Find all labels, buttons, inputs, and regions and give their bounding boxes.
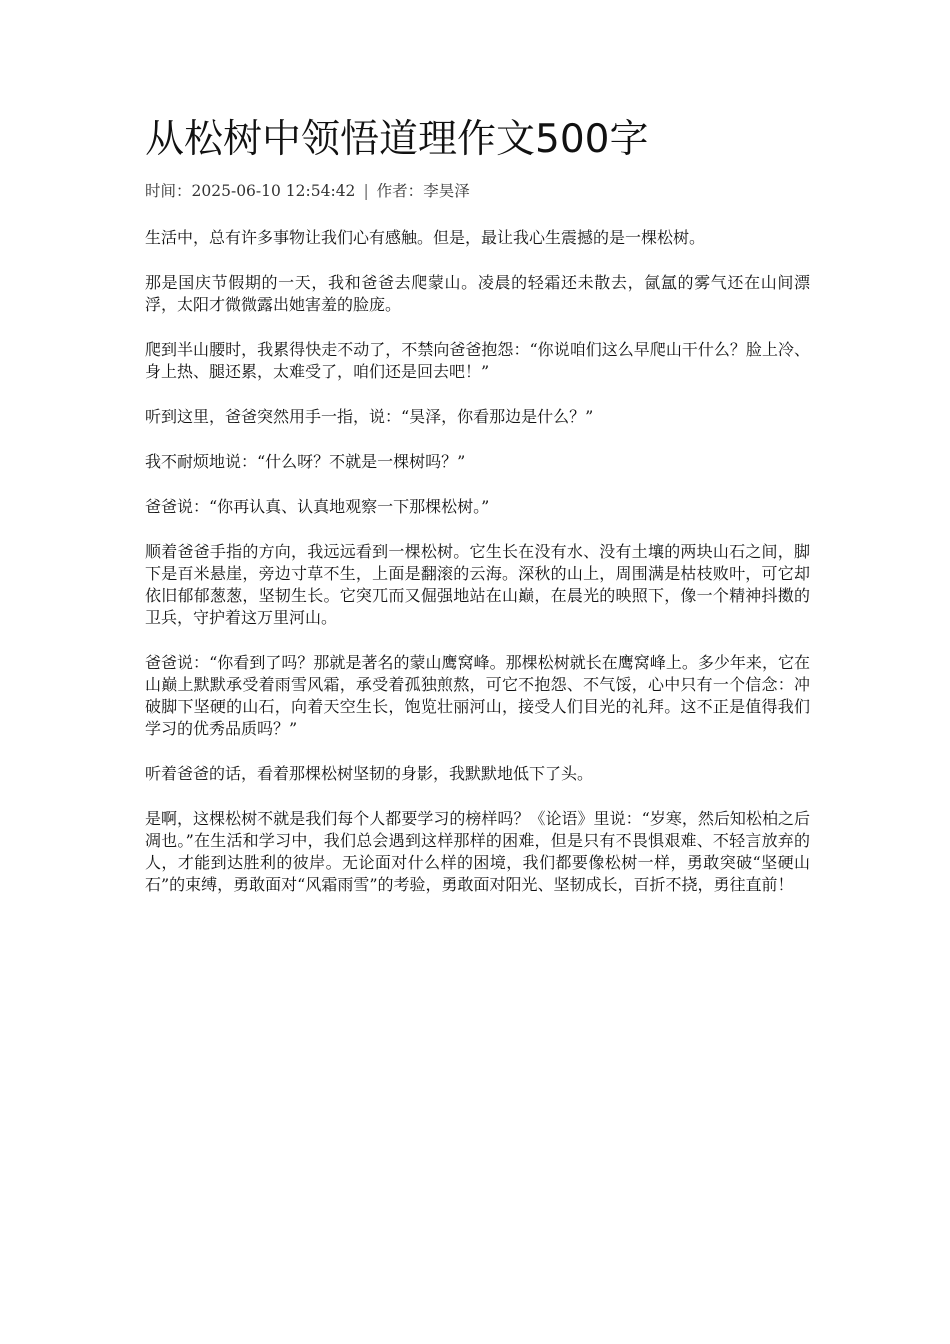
paragraph: 顺着爸爸手指的方向，我远远看到一棵松树。它生长在没有水、没有土壤的两块山石之间，脚下是百米悬崖，旁边寸草不生，上面是翻滚的云海。深秋的山上，周围满是枯枝败叶，可它却依旧郁郁葱葱，坚韧生长。它突兀而又倔强地站在山巅，在晨光的映照下，像一个精神抖擞的卫兵，守护着这万里河山。	[145, 542, 810, 627]
paragraph: 爸爸说：“你再认真、认真地观察一下那棵松树。”	[145, 497, 490, 516]
article-meta	[145, 180, 810, 202]
paragraph: 生活中，总有许多事物让我们心有感触。但是，最让我心生震撼的是一棵松树。	[145, 228, 706, 247]
time-label: 时间：	[145, 182, 192, 200]
article-body	[145, 227, 810, 896]
time-value: 2025-06-10 12:54:42	[191, 182, 356, 200]
page-title: 从松树中领悟道理作文500字	[145, 117, 649, 162]
paragraph: 听着爸爸的话，看着那棵松树坚韧的身影，我默默地低下了头。	[145, 764, 594, 783]
paragraph: 爸爸说：“你看到了吗？那就是著名的蒙山鹰窝峰。那棵松树就长在鹰窝峰上。多少年来，它在山巅上默默承受着雨雪风霜，承受着孤独煎熬，可它不抱怨、不气馁，心中只有一个信念：冲破脚下坚硬的山石，向着天空生长，饱览壮丽河山，接受人们目光的礼拜。这不正是值得我们学习的优秀品质吗？”	[145, 653, 810, 738]
paragraph: 听到这里，爸爸突然用手一指，说：“昊泽，你看那边是什么？”	[145, 407, 594, 426]
article	[145, 112, 810, 919]
author-value: 李昊泽	[423, 182, 470, 200]
paragraph: 那是国庆节假期的一天，我和爸爸去爬蒙山。凌晨的轻霜还未散去，氤氲的雾气还在山间漂浮，太阳才微微露出她害羞的脸庞。	[145, 273, 810, 314]
meta-separator: |	[363, 182, 369, 200]
paragraph: 我不耐烦地说：“什么呀？不就是一棵树吗？”	[145, 452, 466, 471]
paragraph: 是啊，这棵松树不就是我们每个人都要学习的榜样吗？《论语》里说：“岁寒，然后知松柏之后凋也。”在生活和学习中，我们总会遇到这样那样的困难，但是只有不畏惧艰难、不轻言放弃的人，才能到达胜利的彼岸。无论面对什么样的困境，我们都要像松树一样，勇敢突破“坚硬山石”的束缚，勇敢面对“风霜雨雪”的考验，勇敢面对阳光、坚韧成长，百折不挠，勇往直前！	[145, 809, 810, 894]
paragraph: 爬到半山腰时，我累得快走不动了，不禁向爸爸抱怨：“你说咱们这么早爬山干什么？脸上冷、身上热、腿还累，太难受了，咱们还是回去吧！”	[145, 340, 810, 381]
author-label: 作者：	[376, 182, 424, 200]
